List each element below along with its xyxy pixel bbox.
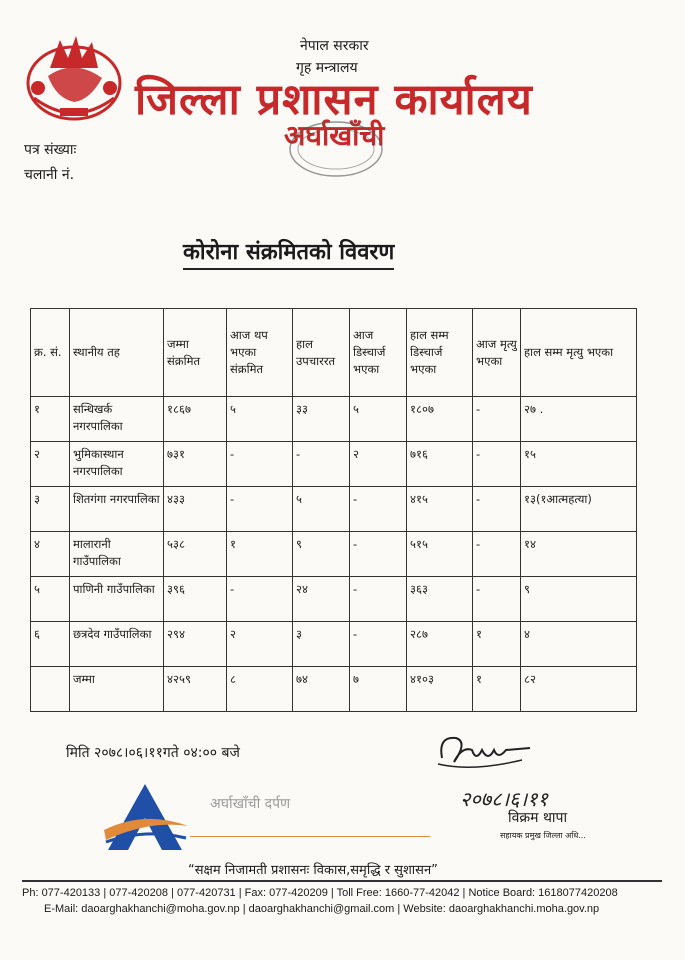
table-cell: ७३१ <box>164 442 227 487</box>
table-cell: - <box>473 442 521 487</box>
table-cell: ४१०३ <box>407 667 473 712</box>
table-row <box>31 667 637 712</box>
header-cell: क्र. सं. <box>31 309 70 397</box>
table-cell: ७४ <box>293 667 350 712</box>
district-name: अर्घाखाँची <box>284 119 385 152</box>
table-row <box>31 577 637 622</box>
office-name: जिल्ला प्रशासन कार्यालय <box>135 75 533 125</box>
table-cell: १ <box>473 667 521 712</box>
table-cell: ४२५९ <box>164 667 227 712</box>
table-cell: ५ <box>227 397 293 442</box>
header-cell: जम्मा संक्रमित <box>164 309 227 397</box>
table-cell: भुमिकास्थान नगरपालिका <box>70 442 164 487</box>
table-cell: ३३ <box>293 397 350 442</box>
table-cell: २ <box>350 442 407 487</box>
table-cell: ४ <box>31 532 70 577</box>
table-cell: ५ <box>31 577 70 622</box>
table-row <box>31 397 637 442</box>
table-cell: ९ <box>293 532 350 577</box>
table-cell: ८२ <box>521 667 637 712</box>
table-cell: १३(१आत्महत्या) <box>521 487 637 532</box>
table-row <box>31 487 637 532</box>
table-cell: - <box>293 442 350 487</box>
header-cell: आज थप भएका संक्रमित <box>227 309 293 397</box>
table-cell: २७ . <box>521 397 637 442</box>
government-name: नेपाल सरकार <box>300 38 369 54</box>
table-header-row <box>31 309 637 397</box>
table-cell: - <box>350 487 407 532</box>
signatory-designation: सहायक प्रमुख जिल्ला अधि... <box>500 831 586 840</box>
reference-number-label: पत्र संख्याः <box>24 142 77 158</box>
table-cell: ३ <box>31 487 70 532</box>
table-cell: १५ <box>521 442 637 487</box>
table-cell: ६ <box>31 622 70 667</box>
ministry-name: गृह मन्त्रालय <box>296 60 358 76</box>
table-cell: - <box>227 487 293 532</box>
table-cell: १ <box>473 622 521 667</box>
motto-text: “सक्षम निजामती प्रशासनः विकास,समृद्धि र सुशासन” <box>188 863 438 878</box>
table-cell: १४ <box>521 532 637 577</box>
nepal-emblem-icon <box>20 28 128 128</box>
table-cell: ३ <box>293 622 350 667</box>
table-row <box>31 532 637 577</box>
table-cell: २ <box>31 442 70 487</box>
table-cell: २ <box>227 622 293 667</box>
table-cell: १८०७ <box>407 397 473 442</box>
contact-phones: Ph: 077-420133 | 077-420208 | 077-420731 | Fax: 077-420209 | Toll Free: 1660-77-42042 | Notice Board: 1618077420208 <box>22 887 618 899</box>
table-cell: - <box>473 532 521 577</box>
table-cell: ९ <box>521 577 637 622</box>
date-line: मिति २०७८।०६।११गते ०४:०० बजे <box>66 745 240 761</box>
table-cell: मालारानी गाउँपालिका <box>70 532 164 577</box>
table-cell <box>31 667 70 712</box>
table-cell: - <box>473 397 521 442</box>
table-cell: - <box>350 577 407 622</box>
contact-emails: E-Mail: daoarghakhanchi@moha.gov.np | daoarghakhanchi@gmail.com | Website: daoarghakhanchi.moha.gov.np <box>44 903 600 915</box>
table-cell: ७१६ <box>407 442 473 487</box>
table-cell: - <box>350 532 407 577</box>
document-title: कोरोना संक्रमितको विवरण <box>183 236 394 270</box>
table-cell: २८७ <box>407 622 473 667</box>
header-cell: हाल सम्म मृत्यु भएका <box>521 309 637 397</box>
table-row <box>31 442 637 487</box>
table-cell: ३६३ <box>407 577 473 622</box>
table-cell: १ <box>227 532 293 577</box>
table-cell: ८ <box>227 667 293 712</box>
footer-divider <box>22 880 662 882</box>
table-cell: छत्रदेव गाउँपालिका <box>70 622 164 667</box>
header-cell: आज डिस्चार्ज भएका <box>350 309 407 397</box>
header-cell: स्थानीय तह <box>70 309 164 397</box>
table-cell: - <box>227 442 293 487</box>
table-cell: पाणिनी गाउँपालिका <box>70 577 164 622</box>
table-cell: ४३३ <box>164 487 227 532</box>
table-cell: - <box>473 487 521 532</box>
table-cell: - <box>350 622 407 667</box>
arghakhanchi-logo-icon <box>100 780 190 858</box>
table-cell: २४ <box>293 577 350 622</box>
dispatch-number-label: चलानी नं. <box>24 167 75 183</box>
table-cell: ४१५ <box>407 487 473 532</box>
signatory-name: विक्रम थापा <box>508 810 568 826</box>
handwritten-date: २०७८।६।११ <box>460 787 548 811</box>
table-cell: ४ <box>521 622 637 667</box>
header-cell: आज मृत्यु भएका <box>473 309 521 397</box>
table-cell: ३९६ <box>164 577 227 622</box>
signature-icon <box>432 728 602 818</box>
table-cell: ७ <box>350 667 407 712</box>
table-cell: - <box>473 577 521 622</box>
watermark-text: अर्घाखाँची दर्पण <box>210 796 291 812</box>
table-cell: ५ <box>350 397 407 442</box>
table-cell: - <box>227 577 293 622</box>
table-cell: शितगंगा नगरपालिका <box>70 487 164 532</box>
header-cell: हाल उपचाररत <box>293 309 350 397</box>
table-cell: ५१५ <box>407 532 473 577</box>
table-cell: सन्धिखर्क नगरपालिका <box>70 397 164 442</box>
table-cell: २९४ <box>164 622 227 667</box>
header-cell: हाल सम्म डिस्चार्ज भएका <box>407 309 473 397</box>
table-cell: १ <box>31 397 70 442</box>
table-cell: ५३८ <box>164 532 227 577</box>
office-stamp-icon <box>286 118 386 180</box>
corona-data-table <box>30 308 637 712</box>
decorative-line <box>190 836 430 837</box>
table-cell: ५ <box>293 487 350 532</box>
table-cell: जम्मा <box>70 667 164 712</box>
table-cell: १८६७ <box>164 397 227 442</box>
table-row <box>31 622 637 667</box>
